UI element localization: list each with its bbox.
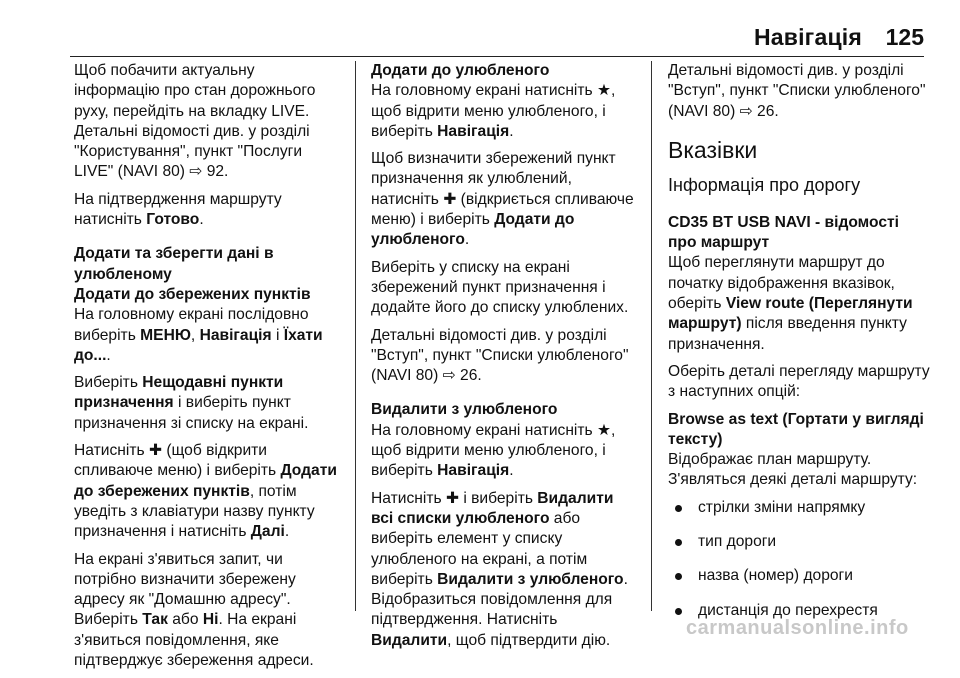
paragraph: Оберіть деталі перегляду маршруту з наступних опцій: xyxy=(668,362,930,401)
paragraph: На головному екрані натисніть ★, щоб відрити меню улюбленого, і виберіть Навігація. xyxy=(371,421,616,480)
list-item: дистанція до перехрестя xyxy=(668,601,930,621)
subsection-heading: CD35 BT USB NAVI - відомості про маршрут xyxy=(668,213,899,252)
bullet-list xyxy=(668,498,930,621)
paragraph: Щоб побачити актуальну інформацію про стан дорожнього руху, перейдіть на вкладку LIVE. Детальні відомості див. у розділі "Користування", пункт "Послуги LIVE" (NAVI 80) ⇨ 92. xyxy=(74,62,316,181)
star-icon: ★ xyxy=(597,421,611,439)
paragraph: Натисніть ✚ (щоб відкрити спливаюче меню) і виберіть Додати до збережених пунктів, потім уведіть з клавіатури назву пункту призначення і натисніть Далі. xyxy=(74,442,337,541)
paragraph: Детальні відомості див. у розділі "Вступ", пункт "Списки улюбленого" (NAVI 80) ⇨ 26. xyxy=(668,62,926,120)
paragraph: Виберіть Нещодавні пункти призначення і виберіть пункт призначення зі списку на екрані. xyxy=(74,374,309,432)
page-header xyxy=(0,0,960,56)
paragraph: Виберіть у списку на екрані збережений пункт призначення і додайте його до списку улюблених. xyxy=(371,258,629,317)
section-title: Інформація про дорогу xyxy=(668,174,861,195)
column-1 xyxy=(74,61,342,678)
watermark: carmanualsonline.info xyxy=(686,617,909,639)
subsection-heading: Browse as text (Гортати у вигляді тексту) xyxy=(668,410,924,448)
section-heading: Додати та зберегти дані в улюбленому xyxy=(74,245,274,283)
column-3 xyxy=(668,61,930,635)
subsection-heading: Додати до збережених пунктів xyxy=(74,285,311,303)
column-2 xyxy=(371,61,639,658)
page-title: Навігація xyxy=(753,24,862,50)
list-item: назва (номер) дороги xyxy=(668,566,930,586)
paragraph: На підтвердження маршруту натисніть Готово. xyxy=(74,190,282,229)
chapter-title: Вказівки xyxy=(668,136,758,163)
paragraph: Щоб переглянути маршрут до початку відображення вказівок, оберіть View route (Переглянути маршрут) після введення пункту призначення. xyxy=(668,254,913,353)
star-icon: ★ xyxy=(597,82,611,100)
column-divider-2 xyxy=(651,61,652,611)
section-heading: Додати до улюбленого xyxy=(371,62,550,79)
paragraph: Відображає план маршруту. З'являться деякі деталі маршруту: xyxy=(668,451,918,489)
paragraph: На головному екрані послідовно виберіть МЕНЮ, Навігація і Їхати до.... xyxy=(74,306,323,364)
column-divider-1 xyxy=(355,61,356,611)
paragraph: Натисніть ✚ і виберіть Видалити всі списки улюбленого або виберіть елемент у списку улюбленого на екрані, а потім виберіть Видалити з улюбленого. Відобразиться повідомлення для підтвердження. Натисніть Видалити, щоб підтвердити дію. xyxy=(371,489,628,649)
header-divider xyxy=(70,56,924,57)
paragraph: Детальні відомості див. у розділі "Вступ", пункт "Списки улюбленого" (NAVI 80) ⇨ 26. xyxy=(371,326,629,385)
section-heading: Видалити з улюбленого xyxy=(371,401,558,419)
paragraph: На головному екрані натисніть ★, щоб відрити меню улюбленого, і виберіть Навігація. xyxy=(371,82,616,140)
paragraph: Щоб визначити збережений пункт призначення як улюблений, натисніть ✚ (відкриється спливаюче меню) і виберіть Додати до улюбленого. xyxy=(371,150,634,249)
list-item: тип дороги xyxy=(668,532,930,552)
list-item: стрілки зміни напрямку xyxy=(668,498,930,518)
plus-icon: ✚ xyxy=(148,442,162,460)
plus-icon: ✚ xyxy=(443,190,457,208)
paragraph: На екрані з'явиться запит, чи потрібно визначити збережену адресу як "Домашню адресу". Виберіть Так або Ні. На екрані з'явиться повідомлення, яке підтверджує збереження адреси. xyxy=(74,550,314,670)
page-number: 125 xyxy=(885,24,924,50)
plus-icon: ✚ xyxy=(445,489,459,507)
